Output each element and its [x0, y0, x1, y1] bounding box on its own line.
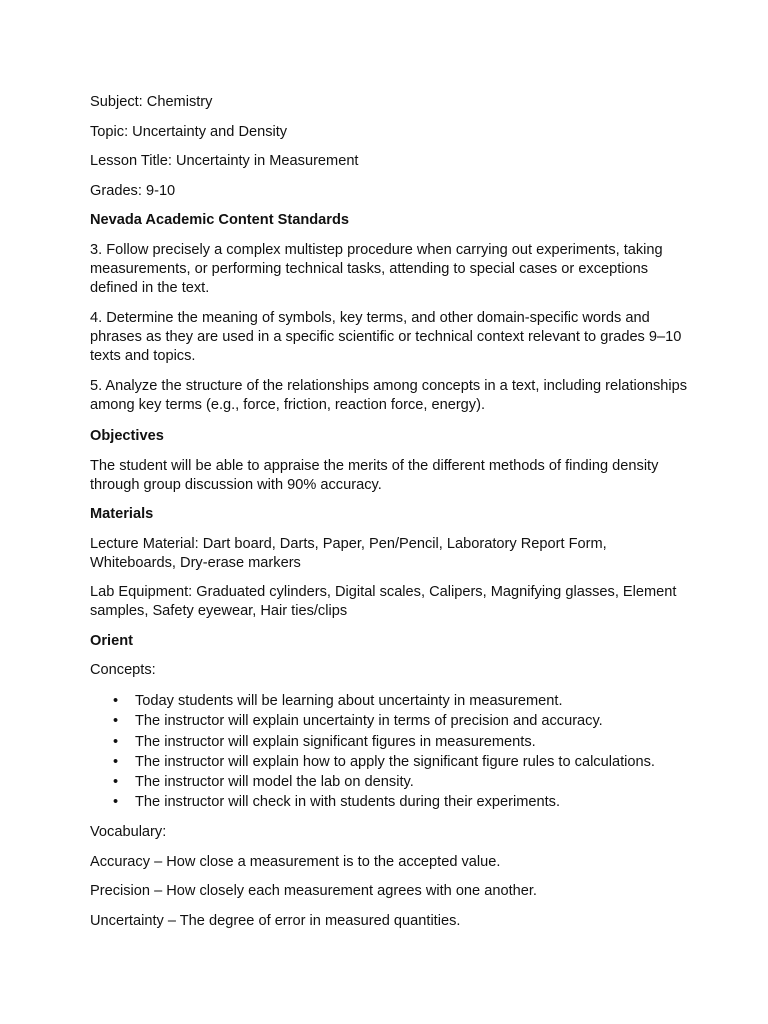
- lecture-materials: Lecture Material: Dart board, Darts, Paper, Pen/Pencil, Laboratory Report Form, Whiteboards, Dry-erase markers: [90, 536, 607, 571]
- objectives-text: The student will be able to appraise the merits of the different methods of finding density through group discussion with 90% accuracy.: [90, 458, 659, 493]
- list-item: [90, 792, 710, 812]
- objectives-heading: Objectives: [90, 428, 164, 444]
- bullet-icon: •: [113, 693, 119, 709]
- concepts-list: [90, 691, 710, 813]
- standard-item: 5. Analyze the structure of the relationships among concepts in a text, including relationships among key terms (e.g., force, friction, reaction force, energy).: [90, 378, 688, 413]
- bullet-icon: •: [113, 733, 119, 750]
- concepts-label: Concepts:: [90, 662, 156, 678]
- standards-heading: Nevada Academic Content Standards: [90, 212, 349, 228]
- concept-text: The instructor will model the lab on density.: [135, 774, 414, 791]
- vocabulary-item: Accuracy – How close a measurement is to the accepted value.: [90, 854, 501, 870]
- standard-item: 4. Determine the meaning of symbols, key terms, and other domain-specific words and phrases as they are used in a specific scientific or technical context relevant to grades 9–10 texts and topics.: [90, 310, 682, 364]
- vocabulary-item: Uncertainty – The degree of error in measured quantities.: [90, 913, 461, 929]
- grades-line: Grades: 9-10: [90, 183, 176, 199]
- subject-line: Subject: Chemistry: [90, 94, 213, 110]
- list-item: [90, 752, 710, 772]
- standard-item: 3. Follow precisely a complex multistep procedure when carrying out experiments, taking measurements, or performing technical tasks, attending to special cases or exceptions defined in the text.: [90, 242, 663, 296]
- list-item: [90, 732, 710, 752]
- bullet-icon: •: [113, 794, 119, 811]
- list-item: [90, 711, 710, 731]
- materials-heading: Materials: [90, 506, 154, 522]
- concept-text: The instructor will explain how to apply the significant figure rules to calculations.: [135, 753, 655, 770]
- vocabulary-item: Precision – How closely each measurement agrees with one another.: [90, 883, 537, 899]
- concept-text: Today students will be learning about uncertainty in measurement.: [135, 693, 563, 709]
- lab-equipment: Lab Equipment: Graduated cylinders, Digital scales, Calipers, Magnifying glasses, Element samples, Safety eyewear, Hair ties/clips: [90, 584, 677, 619]
- list-item: [90, 772, 710, 792]
- concept-text: The instructor will explain uncertainty in terms of precision and accuracy.: [135, 713, 603, 730]
- bullet-icon: •: [113, 774, 119, 791]
- bullet-icon: •: [113, 753, 119, 770]
- concept-text: The instructor will explain significant figures in measurements.: [135, 733, 536, 750]
- orient-heading: Orient: [90, 633, 133, 649]
- concept-text: The instructor will check in with students during their experiments.: [135, 794, 561, 811]
- list-item: [90, 691, 710, 711]
- vocabulary-label: Vocabulary:: [90, 824, 167, 840]
- topic-line: Topic: Uncertainty and Density: [90, 124, 288, 140]
- bullet-icon: •: [113, 713, 119, 730]
- lesson-title-line: Lesson Title: Uncertainty in Measurement: [90, 153, 359, 169]
